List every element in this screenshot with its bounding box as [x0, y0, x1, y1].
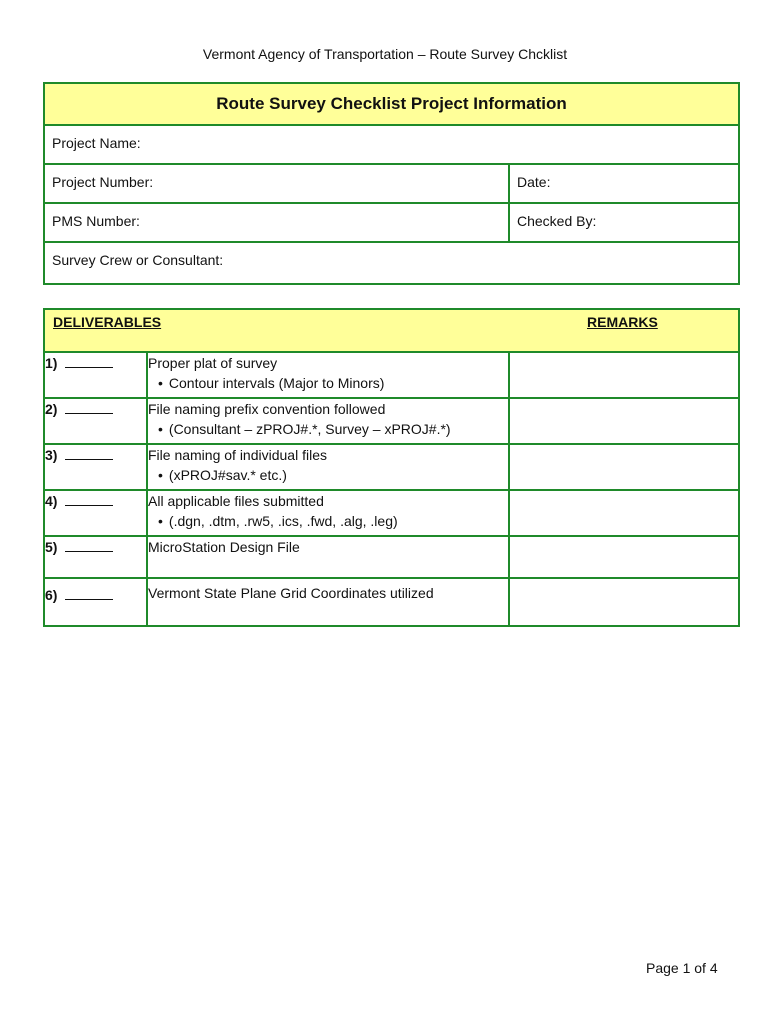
- deliverable-number[interactable]: 2): [44, 398, 147, 444]
- survey-crew-field[interactable]: Survey Crew or Consultant:: [44, 242, 739, 284]
- deliverable-title: File naming prefix convention followed: [148, 401, 386, 417]
- deliverable-description: [147, 398, 509, 444]
- deliverables-header: [44, 309, 739, 352]
- deliverable-bullet: • Contour intervals (Major to Minors): [148, 373, 508, 393]
- date-field[interactable]: Date:: [509, 164, 739, 203]
- deliverable-description: [147, 536, 509, 578]
- remarks-cell[interactable]: [509, 490, 739, 536]
- check-blank[interactable]: [65, 537, 113, 552]
- remarks-cell[interactable]: [509, 444, 739, 490]
- deliverable-row: [44, 536, 739, 578]
- deliverable-number[interactable]: 6): [44, 578, 147, 626]
- deliverable-title: Vermont State Plane Grid Coordinates utilized: [148, 585, 434, 601]
- page-number: Page 1 of 4: [646, 960, 718, 976]
- deliverable-title: Proper plat of survey: [148, 355, 278, 371]
- deliverable-number[interactable]: 4): [44, 490, 147, 536]
- deliverable-description: [147, 490, 509, 536]
- deliverable-title: File naming of individual files: [148, 447, 327, 463]
- deliverable-bullet: • (Consultant – zPROJ#.*, Survey – xPROJ#.*): [148, 419, 508, 439]
- check-blank[interactable]: [65, 491, 113, 506]
- deliverable-description: [147, 578, 509, 626]
- project-number-field[interactable]: Project Number:: [44, 164, 509, 203]
- deliverable-number[interactable]: 5): [44, 536, 147, 578]
- remarks-cell[interactable]: [509, 352, 739, 398]
- deliverable-number[interactable]: 3): [44, 444, 147, 490]
- deliverable-title: All applicable files submitted: [148, 493, 324, 509]
- deliverables-table: [43, 308, 740, 627]
- deliverable-row: [44, 490, 739, 536]
- deliverable-description: [147, 352, 509, 398]
- deliverables-header-label: DELIVERABLES: [53, 314, 162, 330]
- project-information-table: [43, 82, 740, 285]
- deliverable-title: MicroStation Design File: [148, 539, 300, 555]
- page-header: Vermont Agency of Transportation – Route Survey Chcklist: [202, 46, 568, 62]
- remarks-cell[interactable]: [509, 578, 739, 626]
- remarks-cell[interactable]: [509, 398, 739, 444]
- remarks-cell[interactable]: [509, 536, 739, 578]
- deliverable-row: [44, 398, 739, 444]
- check-blank[interactable]: [65, 353, 113, 368]
- deliverable-description: [147, 444, 509, 490]
- project-information-title: Route Survey Checklist Project Information: [44, 83, 739, 125]
- deliverable-bullet: • (.dgn, .dtm, .rw5, .ics, .fwd, .alg, .leg): [148, 511, 508, 531]
- deliverable-row: [44, 578, 739, 626]
- deliverable-bullet: • (xPROJ#sav.* etc.): [148, 465, 508, 485]
- deliverable-row: [44, 444, 739, 490]
- check-blank[interactable]: [65, 399, 113, 414]
- deliverable-number[interactable]: 1): [44, 352, 147, 398]
- deliverable-row: [44, 352, 739, 398]
- checked-by-field[interactable]: Checked By:: [509, 203, 739, 242]
- check-blank[interactable]: [65, 445, 113, 460]
- pms-number-field[interactable]: PMS Number:: [44, 203, 509, 242]
- project-name-field[interactable]: Project Name:: [44, 125, 739, 164]
- remarks-header-label: REMARKS: [587, 314, 658, 330]
- check-blank[interactable]: [65, 585, 113, 600]
